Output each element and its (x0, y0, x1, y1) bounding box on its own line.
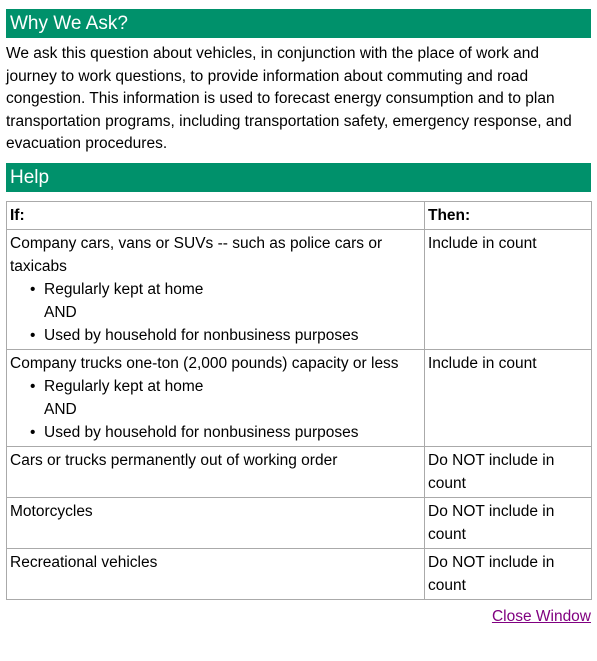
column-header-if: If: (7, 201, 425, 229)
condition-item: • Used by household for nonbusiness purposes (28, 421, 421, 444)
if-text: Company trucks one-ton (2,000 pounds) capacity or less (10, 354, 399, 372)
condition-item: • Used by household for nonbusiness purposes (28, 324, 421, 347)
table-row (7, 548, 592, 599)
table-row (7, 446, 592, 497)
why-we-ask-text: We ask this question about vehicles, in conjunction with the place of work and journey to work questions, to provide information about commuting and road congestion. This information is used to forecast energy consumption and to plan transportation programs, including transportation safety, emergency response, and evacuation procedures. (6, 45, 572, 152)
then-cell: Do NOT include in count (425, 446, 592, 497)
bullet-icon: • (30, 326, 36, 344)
then-cell: Do NOT include in count (425, 548, 592, 599)
condition-item: • Regularly kept at home (28, 278, 421, 301)
bullet-icon: • (30, 377, 36, 395)
close-window-link[interactable]: Close Window (491, 607, 591, 625)
if-cell: Motorcycles (7, 497, 425, 548)
table-row (7, 349, 592, 446)
if-cell: Recreational vehicles (7, 548, 425, 599)
table-header-row (7, 201, 592, 229)
table-row (7, 497, 592, 548)
footer (6, 608, 591, 626)
bullet-icon: • (30, 423, 36, 441)
table-row (7, 229, 592, 349)
condition-item: • Regularly kept at home (28, 375, 421, 398)
why-we-ask-header: Why We Ask? (6, 9, 591, 38)
bullet-icon: • (30, 280, 36, 298)
help-table (6, 201, 592, 600)
and-label: AND (44, 400, 77, 418)
condition-list (10, 324, 421, 347)
then-cell: Do NOT include in count (425, 497, 592, 548)
popup-content (6, 9, 591, 626)
if-cell (7, 349, 425, 446)
help-header: Help (6, 163, 591, 192)
then-cell: Include in count (425, 349, 592, 446)
column-header-then: Then: (425, 201, 592, 229)
then-cell: Include in count (425, 229, 592, 349)
condition-list (10, 375, 421, 398)
condition-list (10, 421, 421, 444)
condition-list (10, 278, 421, 301)
if-cell (7, 229, 425, 349)
if-text: Company cars, vans or SUVs -- such as police cars or taxicabs (10, 234, 383, 275)
and-label: AND (44, 303, 77, 321)
if-cell: Cars or trucks permanently out of working order (7, 446, 425, 497)
